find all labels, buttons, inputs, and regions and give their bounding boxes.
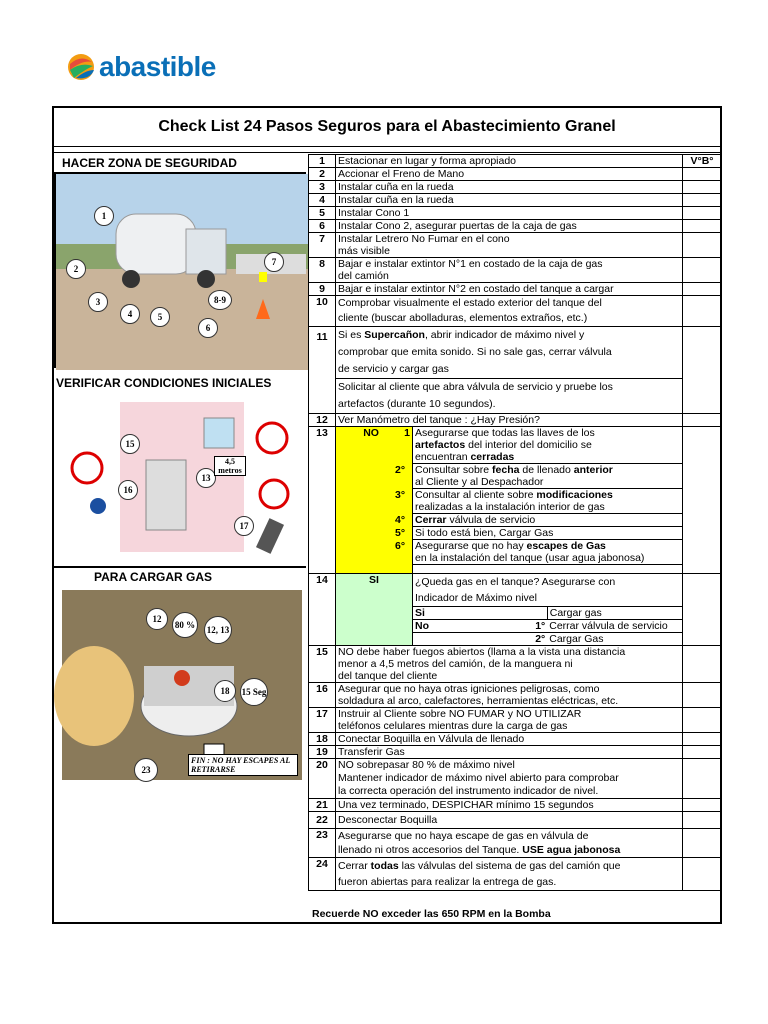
table-row: 23 Asegurarse que no haya escape de gas en válvula de llenado ni otros accesorios del Tanque. USE agua jabonosa (309, 829, 722, 858)
table-row: 8 Bajar e instalar extintor N°1 en costado de la caja de gas del camión (309, 258, 722, 283)
vb-checkbox[interactable] (683, 427, 722, 574)
page-title: Check List 24 Pasos Seguros para el Abastecimiento Granel (54, 108, 720, 147)
vb-checkbox[interactable] (683, 733, 722, 746)
vb-checkbox[interactable] (683, 207, 722, 220)
marker-3: 3 (88, 292, 108, 312)
table-row: 10 Comprobar visualmente el estado exterior del tanque del cliente (buscar abolladuras, elementos extraños, etc.) (309, 296, 722, 327)
marker-80-percent: 80 % (172, 612, 198, 638)
checklist-table (308, 154, 722, 891)
vb-checkbox[interactable] (683, 283, 722, 296)
vb-checkbox[interactable] (683, 414, 722, 427)
table-row: 12 Ver Manómetro del tanque : ¿Hay Presión? (309, 414, 722, 427)
vb-checkbox[interactable] (683, 799, 722, 812)
table-row: 24 Cerrar todas las válvulas del sistema de gas del camión que fueron abiertas para realizar la entrega de gas. (309, 858, 722, 891)
table-row: 9 Bajar e instalar extintor N°2 en costado del tanque a cargar (309, 283, 722, 296)
divider (54, 152, 720, 153)
vb-checkbox[interactable] (683, 220, 722, 233)
photo-kitchen (54, 390, 306, 568)
table-row: 21 Una vez terminado, DESPICHAR mínimo 15 segundos (309, 799, 722, 812)
marker-17: 17 (234, 516, 254, 536)
table-row: 20 NO sobrepasar 80 % de máximo nivel Mantener indicador de máximo nivel abierto para comprobar la correcta operación del instrumento indicador de nivel. (309, 759, 722, 799)
vb-checkbox[interactable] (683, 233, 722, 258)
marker-4: 4 (120, 304, 140, 324)
vb-header: V°B° (683, 155, 722, 168)
checklist-frame (52, 106, 722, 924)
table-row: 15 NO debe haber fuegos abiertos (llama a la vista una distancia menor a 4,5 metros del camión, de la manguera ni del tanque del cliente (309, 646, 722, 683)
truck-scene-image (56, 174, 308, 370)
table-row: 4 Instalar cuña en la rueda (309, 194, 722, 207)
fin-caption: FIN : NO HAY ESCAPES AL RETIRARSE (188, 754, 298, 776)
marker-1: 1 (94, 206, 114, 226)
marker-2: 2 (66, 259, 86, 279)
table-row: 2 Accionar el Freno de Mano (309, 168, 722, 181)
vb-checkbox[interactable] (683, 746, 722, 759)
table-row: 5 Instalar Cono 1 (309, 207, 722, 220)
marker-23: 23 (134, 758, 158, 782)
distance-caption: 4,5 metros (214, 456, 246, 476)
table-row: 14 SI ¿Queda gas en el tanque? Asegurarse con Indicador de Máximo nivel Si Cargar gas No 1° Cerrar válvula de servicio 2° Cargar Gas (309, 574, 722, 646)
marker-12-13: 12, 13 (204, 616, 232, 644)
left-column (54, 154, 308, 924)
marker-15-seg: 15 Seg (240, 678, 268, 706)
table-row: 7 Instalar Letrero No Fumar en el cono más visible (309, 233, 722, 258)
table-row: 1 Estacionar en lugar y forma apropiado V°B° (309, 155, 722, 168)
vb-checkbox[interactable] (683, 646, 722, 683)
marker-18: 18 (214, 680, 236, 702)
vb-checkbox[interactable] (683, 327, 722, 414)
marker-16: 16 (118, 480, 138, 500)
brand-logo (66, 50, 216, 84)
table-row: 17 Instruir al Cliente sobre NO FUMAR y NO UTILIZAR teléfonos celulares mientras dure la carga de gas (309, 708, 722, 733)
table-row: 3 Instalar cuña en la rueda (309, 181, 722, 194)
vb-checkbox[interactable] (683, 168, 722, 181)
table-row: 11 Si es Supercañon, abrir indicador de máximo nivel y comprobar que emita sonido. Si no sale gas, cerrar válvula de servicio y cargar gas Solicitar al cliente que abra válvula de servicio y pruebe los artefactos (durante 10 segundos). (309, 327, 722, 414)
footer-note: Recuerde NO exceder las 650 RPM en la Bomba (312, 908, 551, 920)
table-row: 19 Transferir Gas (309, 746, 722, 759)
marker-7: 7 (264, 252, 284, 272)
vb-checkbox[interactable] (683, 683, 722, 708)
abastible-logo-icon (66, 52, 96, 82)
section-verificar: VERIFICAR CONDICIONES INICIALES (56, 376, 272, 390)
table-row: 6 Instalar Cono 2, asegurar puertas de la caja de gas (309, 220, 722, 233)
vb-checkbox[interactable] (683, 812, 722, 829)
section-cargar: PARA CARGAR GAS (94, 570, 213, 584)
vb-checkbox[interactable] (683, 194, 722, 207)
table-row: 13 NO 1 Asegurarse que todas las llaves de los artefactos del interior del domicilio se encuentran cerradas 2° Consultar sobre fecha de llenado anterior al Cliente y al Despachador 3° Consultar al cliente sobre modificaciones realizadas a la instalación interior de gas 4° Cerrar válvula de servicio 5° Si todo está bien, Cargar Gas 6° Asegurarse que no hay escapes de Gas en la instalación del tanque (usar agua jabonosa) (309, 427, 722, 574)
kitchen-diagram-image (54, 390, 306, 568)
brand-name: abastible (99, 51, 216, 82)
vb-checkbox[interactable] (683, 258, 722, 283)
table-row: 22 Desconectar Boquilla (309, 812, 722, 829)
marker-12: 12 (146, 608, 168, 630)
vb-checkbox[interactable] (683, 181, 722, 194)
vb-checkbox[interactable] (683, 759, 722, 799)
marker-15: 15 (120, 434, 140, 454)
vb-checkbox[interactable] (683, 829, 722, 858)
vb-checkbox[interactable] (683, 858, 722, 891)
marker-13: 13 (196, 468, 216, 488)
section-zona: HACER ZONA DE SEGURIDAD (62, 156, 237, 170)
vb-checkbox[interactable] (683, 296, 722, 327)
marker-8-9: 8-9 (208, 290, 232, 310)
vb-checkbox[interactable] (683, 708, 722, 733)
marker-6: 6 (198, 318, 218, 338)
marker-5: 5 (150, 307, 170, 327)
vb-checkbox[interactable] (683, 574, 722, 646)
table-row: 18 Conectar Boquilla en Válvula de llenado (309, 733, 722, 746)
table-row: 16 Asegurar que no haya otras igniciones peligrosas, como soldadura al arco, calefactores, herramientas eléctricas, etc. (309, 683, 722, 708)
